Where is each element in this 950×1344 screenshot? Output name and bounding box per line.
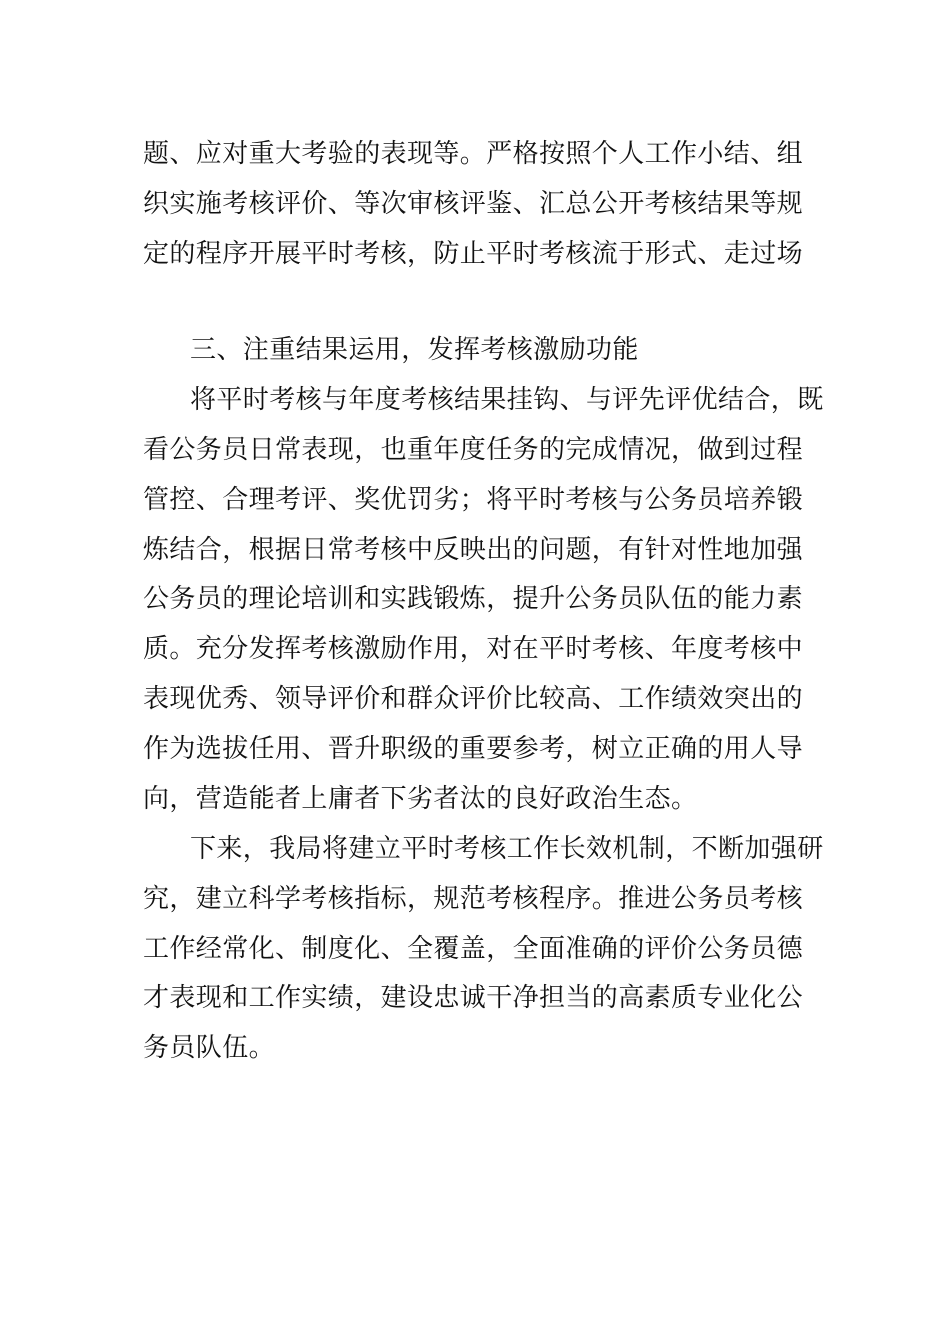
text-line: 务员队伍。 <box>143 1033 276 1063</box>
text-line: 看公务员日常表现，也重年度任务的完成情况，做到过程 <box>143 435 804 465</box>
text-line: 公务员的理论培训和实践锻炼，提升公务员队伍的能力素 <box>143 584 804 614</box>
text-line: 才表现和工作实绩，建设忠诚干净担当的高素质专业化公 <box>143 983 804 1013</box>
section-heading: 三、注重结果运用，发挥考核激励功能 <box>190 335 639 365</box>
text-line: 定的程序开展平时考核，防止平时考核流于形式、走过场 <box>143 239 804 269</box>
text-line: 管控、合理考评、奖优罚劣；将平时考核与公务员培养锻 <box>143 485 804 515</box>
text-line: 质。充分发挥考核激励作用，对在平时考核、年度考核中 <box>143 634 804 664</box>
text-line: 工作经常化、制度化、全覆盖，全面准确的评价公务员德 <box>143 934 804 964</box>
text-line: 下来，我局将建立平时考核工作长效机制，不断加强研 <box>190 834 824 864</box>
text-line: 作为选拔任用、晋升职级的重要参考，树立正确的用人导 <box>143 734 804 764</box>
text-line: 究，建立科学考核指标，规范考核程序。推进公务员考核 <box>143 884 804 914</box>
text-line: 题、应对重大考验的表现等。严格按照个人工作小结、组 <box>143 139 804 169</box>
text-line: 织实施考核评价、等次审核评鉴、汇总公开考核结果等规 <box>143 189 804 219</box>
text-line: 表现优秀、领导评价和群众评价比较高、工作绩效突出的 <box>143 684 804 714</box>
text-line: 炼结合，根据日常考核中反映出的问题，有针对性地加强 <box>143 535 804 565</box>
text-line: 将平时考核与年度考核结果挂钩、与评先评优结合，既 <box>190 385 824 415</box>
text-line: 向，营造能者上庸者下劣者汰的良好政治生态。 <box>143 784 698 814</box>
